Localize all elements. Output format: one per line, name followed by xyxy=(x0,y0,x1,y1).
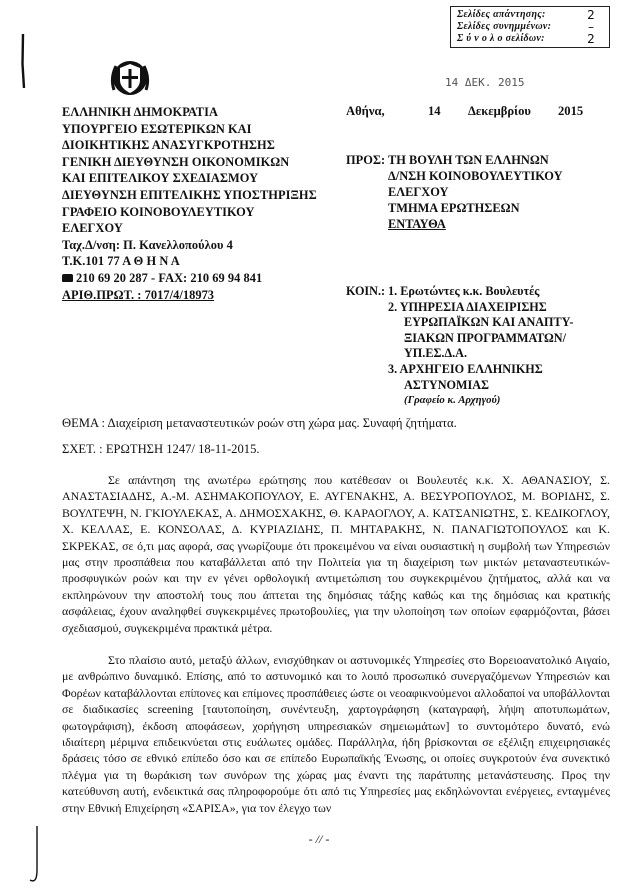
sender-line: ΥΠΟΥΡΓΕΙΟ ΕΣΩΤΕΡΙΚΩΝ ΚΑΙ xyxy=(62,121,252,136)
total-pages-row xyxy=(457,33,603,45)
sender-line: ΕΛΛΗΝΙΚΗ ΔΗΜΟΚΡΑΤΙΑ xyxy=(62,105,218,119)
date-month: Δεκεμβρίου xyxy=(468,104,531,118)
page-count-box xyxy=(450,6,610,48)
recipient-line: ΤΗ ΒΟΥΛΗ ΤΩΝ ΕΛΛΗΝΩΝ xyxy=(388,153,549,167)
copies-item-cont: ΕΥΡΩΠΑΪΚΩΝ ΚΑΙ ΑΝΑΠΤΥ- xyxy=(404,315,574,330)
sender-line: ΓΡΑΦΕΙΟ ΚΟΙΝΟΒΟΥΛΕΥΤΙΚΟΥ xyxy=(62,204,255,219)
sender-phone: 210 69 20 287 - FAX: 210 69 94 841 xyxy=(76,270,263,285)
sender-line: ΔΙΕΥΘΥΝΣΗ ΕΠΙΤΕΛΙΚΗΣ ΥΠΟΣΤΗΡΙΞΗΣ xyxy=(62,187,317,202)
attached-pages-value: – xyxy=(588,20,594,34)
page-number: - // - xyxy=(308,832,330,846)
recipient-line: Δ/ΝΣΗ ΚΟΙΝΟΒΟΥΛΕΥΤΙΚΟΥ xyxy=(388,169,563,183)
body-paragraph-2: Στο πλαίσιο αυτό, μεταξύ άλλων, ενισχύθηκαν οι αστυνομικές Υπηρεσίες στο Βορειοανατολικό Αιγαίο, με ανθρώπινο δυναμικό. Επίσης, από το αστυνομικό και το λοιπό προσωπικό συνεργαζόμενων Υπηρεσιών και Φορέων καταβάλλονται επίπονες και επίμονες προσπάθειες ώστε οι νεοαφικνούμενοι αλλοδαποί να υποβάλλονται σε διαδικασίες screening [ταυτοποίηση, συνέντευξη, χαρτογράφηση (καταγραφή, λήψη αποτυπωμάτων, φωτογράφιση), έκδοση αποφάσεων, χορήγηση υπηρεσιακών σημειωμάτων] το συντομότερο δυνατό, ενώ ιδιαίτερη μέριμνα επιδεικνύεται στις ευάλωτες ομάδες. Παράλληλα, ήδη βρίσκονται σε εξέλιξη επιχειρησιακές δράσεις τόσο σε εθνικό επίπεδο όσο και σε επίπεδο Ευρωπαϊκής Ένωσης, οι οποίες συγκροτούν ένα συνεκτικό πλέγμα για τη θωράκιση των συνόρων της χώρας μας έναντι της παράτυπης μετανάστευσης. Προς την κατεύθυνση αυτή, ενδεικτικά σας πληροφορούμε ότι από τις Υπηρεσίες μας εκδηλώνονται ενέργειες, ενταγμένες στην Εθνική Επιχείρηση «ΣΑΡΙΣΑ», για τον έλεγχο των xyxy=(62,653,610,815)
sender-postcode: Τ.Κ.101 77 Α Θ Η Ν Α xyxy=(62,254,180,269)
dateline xyxy=(346,104,596,119)
sender-phone-row xyxy=(62,270,362,287)
margin-pen-mark xyxy=(20,34,26,88)
copies-item: 1. Ερωτώντες κ.κ. Βουλευτές xyxy=(388,284,540,298)
copies-item-cont: (Γραφείο κ. Αρχηγού) xyxy=(404,394,501,407)
subject-line: ΘΕΜΑ : Διαχείριση μεταναστευτικών ροών στη χώρα μας. Συναφή ζητήματα. xyxy=(62,416,457,430)
sender-address: Ταχ.Δ/νση: Π. Κανελλοπούλου 4 xyxy=(62,237,233,252)
copies-item-cont: ΥΠ.ΕΣ.Δ.Α. xyxy=(404,346,468,361)
attached-pages-label: Σελίδες συνημμένων: xyxy=(457,21,552,32)
protocol-number: ΑΡΙΘ.ΠΡΩΤ. : 7017/4/18973 xyxy=(62,287,215,302)
attached-pages-row xyxy=(457,21,603,33)
copies-label: ΚΟΙΝ.: xyxy=(346,284,386,298)
reply-pages-label: Σελίδες απάντησης: xyxy=(457,9,546,20)
total-pages-label: Σ ύ ν ο λ ο σελίδων: xyxy=(457,33,545,44)
telephone-icon xyxy=(62,274,73,282)
received-date-stamp: 14 ΔΕΚ. 2015 xyxy=(445,76,525,89)
date-city: Αθήνα, xyxy=(346,104,385,118)
sender-line: ΕΛΕΓΧΟΥ xyxy=(62,221,123,236)
total-pages-value: 2 xyxy=(587,32,595,46)
sender-line: ΔΙΟΙΚΗΤΙΚΗΣ ΑΝΑΣΥΓΚΡΟΤΗΣΗΣ xyxy=(62,138,275,153)
reference-line: ΣΧΕΤ. : ΕΡΩΤΗΣΗ 1247/ 18-11-2015. xyxy=(62,442,260,456)
reply-pages-value: 2 xyxy=(587,8,595,22)
coat-of-arms-icon xyxy=(108,56,152,100)
recipient-block xyxy=(346,152,616,232)
copies-item: 3. ΑΡΧΗΓΕΙΟ ΕΛΛΗΝΙΚΗΣ xyxy=(388,361,543,376)
sender-block xyxy=(62,104,362,303)
reply-pages-row xyxy=(457,9,603,21)
recipient-line: ΤΜΗΜΑ ΕΡΩΤΗΣΕΩΝ xyxy=(388,201,520,215)
body-paragraph-1: Σε απάντηση της ανωτέρω ερώτησης που κατέθεσαν οι Βουλευτές κ.κ. Χ. ΑΘΑΝΑΣΙΟΥ, Σ. ΑΝΑΣΤΑΣΙΑΔΗΣ, Α.-Μ. ΑΣΗΜΑΚΟΠΟΥΛΟΥ, Ε. ΑΥΓΕΝΑΚΗΣ, Α. ΒΕΣΥΡΟΠΟΥΛΟΣ, Μ. ΒΟΡΙΔΗΣ, Σ. ΒΟΥΛΤΕΨΗ, Ν. ΓΚΙΟΥΛΕΚΑΣ, Α. ΔΗΜΟΣΧΑΚΗΣ, Θ. ΚΑΡΑΟΓΛΟΥ, Α. ΚΑΤΣΑΝΙΩΤΗΣ, Σ. ΚΕΔΙΚΟΓΛΟΥ, Χ. ΚΕΛΛΑΣ, Ε. ΚΟΝΣΟΛΑΣ, Δ. ΚΥΡΙΑΖΙΔΗΣ, Π. ΜΗΤΑΡΑΚΗΣ, Ν. ΠΑΝΑΓΙΩΤΟΠΟΥΛΟΣ και Κ. ΣΚΡΕΚΑΣ, σε ό,τι μας αφορά, σας γνωρίζουμε ότι προκειμένου να είναι ουσιαστική η συμβολή των Υπηρεσιών μας στην προσπάθεια που καταβάλλεται από την Πολιτεία για τη διαχείριση των μικτών μεταναστευτικών-προσφυγικών ροών και την εν γένει ορθολογική αντιμετώπιση του συγκεκριμένου ζητήματος, αλλά και να εκπληρώνουν την αποστολή τους που άπτεται της δημόσιας τάξης καθώς και της δημόσιας και κρατικής ασφάλειας, έχουν αναληφθεί συγκεκριμένες πρωτοβουλίες, για την υλοποίηση των οποίων εφαρμόζονται, βάσει σχεδιασμού, συγκεκριμένα πρακτικά μέτρα. xyxy=(62,473,610,635)
recipient-label: ΠΡΟΣ: xyxy=(346,153,386,167)
copies-block xyxy=(346,284,616,409)
recipient-line: ΕΝΤΑΥΘΑ xyxy=(388,217,446,231)
recipient-line: ΕΛΕΓΧΟΥ xyxy=(388,185,449,199)
sender-line: ΚΑΙ ΕΠΙΤΕΛΙΚΟΥ ΣΧΕΔΙΑΣΜΟΥ xyxy=(62,171,259,186)
copies-item-cont: ΞΙΑΚΩΝ ΠΡΟΓΡΑΜΜΑΤΩΝ/ xyxy=(404,330,566,345)
copies-item: 2. ΥΠΗΡΕΣΙΑ ΔΙΑΧΕΙΡΙΣΗΣ xyxy=(388,299,547,314)
date-year: 2015 xyxy=(558,104,584,118)
date-day: 14 xyxy=(428,104,441,118)
copies-item-cont: ΑΣΤΥΝΟΜΙΑΣ xyxy=(404,377,489,392)
sender-line: ΓΕΝΙΚΗ ΔΙΕΥΘΥΝΣΗ ΟΙΚΟΝΟΜΙΚΩΝ xyxy=(62,154,290,169)
